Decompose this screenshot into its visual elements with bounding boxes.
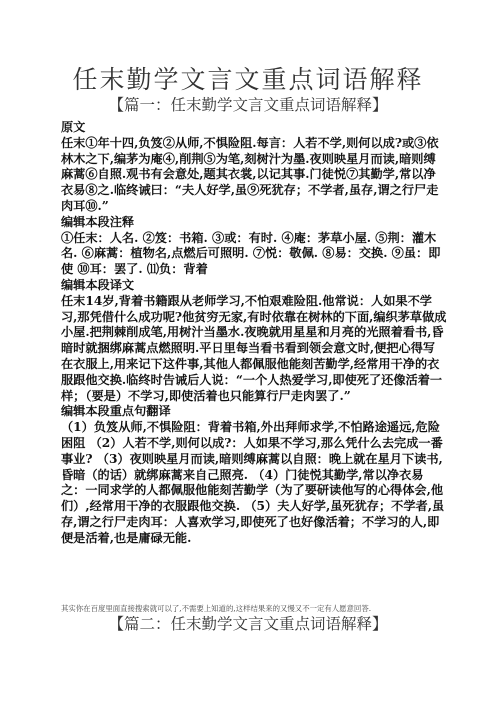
key-sentences-text: （1）负笈从师,不惧险阻：背着书箱,外出拜师求学,不怕路途遥远,危险困阻 （2）人若不学,则何以成?：人如果不学习,那么凭什么去完成一番事业? （3）夜则映星月而读,暗则缚麻蒿以自照：晚上就在星月下读书,昏暗（的话）就绑麻蒿来自己照亮. （4）门徒悦其勤学,常以净衣易之：一同求学的人都佩服他能刻苦勤学（为了要研读他写的心得体会,他们）,经常用干净的衣服跟他交换. （5）夫人好学,虽死犹存；不学者,虽存,谓之行尸走肉耳：人喜欢学习,即使死了也好像活着；不学习的人,即便是活着,也是庸碌无能. — [61, 420, 445, 545]
document-body — [61, 120, 447, 547]
translation-heading: 编辑本段译文 — [61, 277, 135, 292]
section-subtitle-1: 【篇一：任末勤学文言文重点词语解释】 — [108, 96, 388, 114]
key-sentences-heading: 编辑本段重点句翻译 — [61, 404, 171, 419]
section-subtitle-2: 【篇二：任末勤学文言文重点词语解释】 — [108, 615, 388, 633]
footnote: 其实你在百度里面直接搜索就可以了,不需要上知道的,这样结果来的又慢又不一定有人愿意回答. — [61, 604, 372, 613]
translation-text: 任末14岁,背着书籍跟从老师学习,不怕艰难险阻.他常说：人如果不学习,那凭借什么成功呢?他贫穷无家,有时依靠在树林的下面,编织茅草做成小屋.把荆棘削成笔,用树汁当墨水.夜晚就用星星和月亮的光照着看书,昏暗时就捆绑麻蒿点燃照明.平日里每当看书看到领会意文时,便把心得写在衣服上,用来记下这件事,其他人都佩服他能刻苦勤学,经常用干净的衣服跟他交换.临终时告诫后人说：“一个人热爱学习,即使死了还像活着一样；（要是）不学习,即使活着也只能算行尸走肉罢了.” — [61, 293, 447, 403]
document-title: 任末勤学文言文重点词语解释 — [72, 65, 424, 94]
original-text: 任末①年十四,负笈②从师,不惧险阻.每言：人若不学,则何以成?或③依林木之下,编茅为庵④,削荆⑤为笔,刻树汁为墨.夜则映星月而读,暗则缚麻蒿⑥自照.观书有会意处,题其衣裳,以记其事.门徒悦⑦其勤学,常以净衣易⑧之.临终诫曰：“夫人好学,虽⑨死犹存；不学者,虽存,谓之行尸走肉耳⑩.” — [61, 135, 439, 213]
original-heading: 原文 — [61, 120, 86, 134]
notes-text: ①任末：人名. ②笈：书箱. ③或：有时. ④庵：茅草小屋. ⑤荆：灌木名. ⑥麻蒿：植物名,点燃后可照明. ⑦悦：敬佩. ⑧易：交换. ⑨虽：即使 ⑩耳：罢了. ⑾负：背着 — [61, 230, 441, 277]
notes-heading: 编辑本段注释 — [61, 214, 135, 229]
